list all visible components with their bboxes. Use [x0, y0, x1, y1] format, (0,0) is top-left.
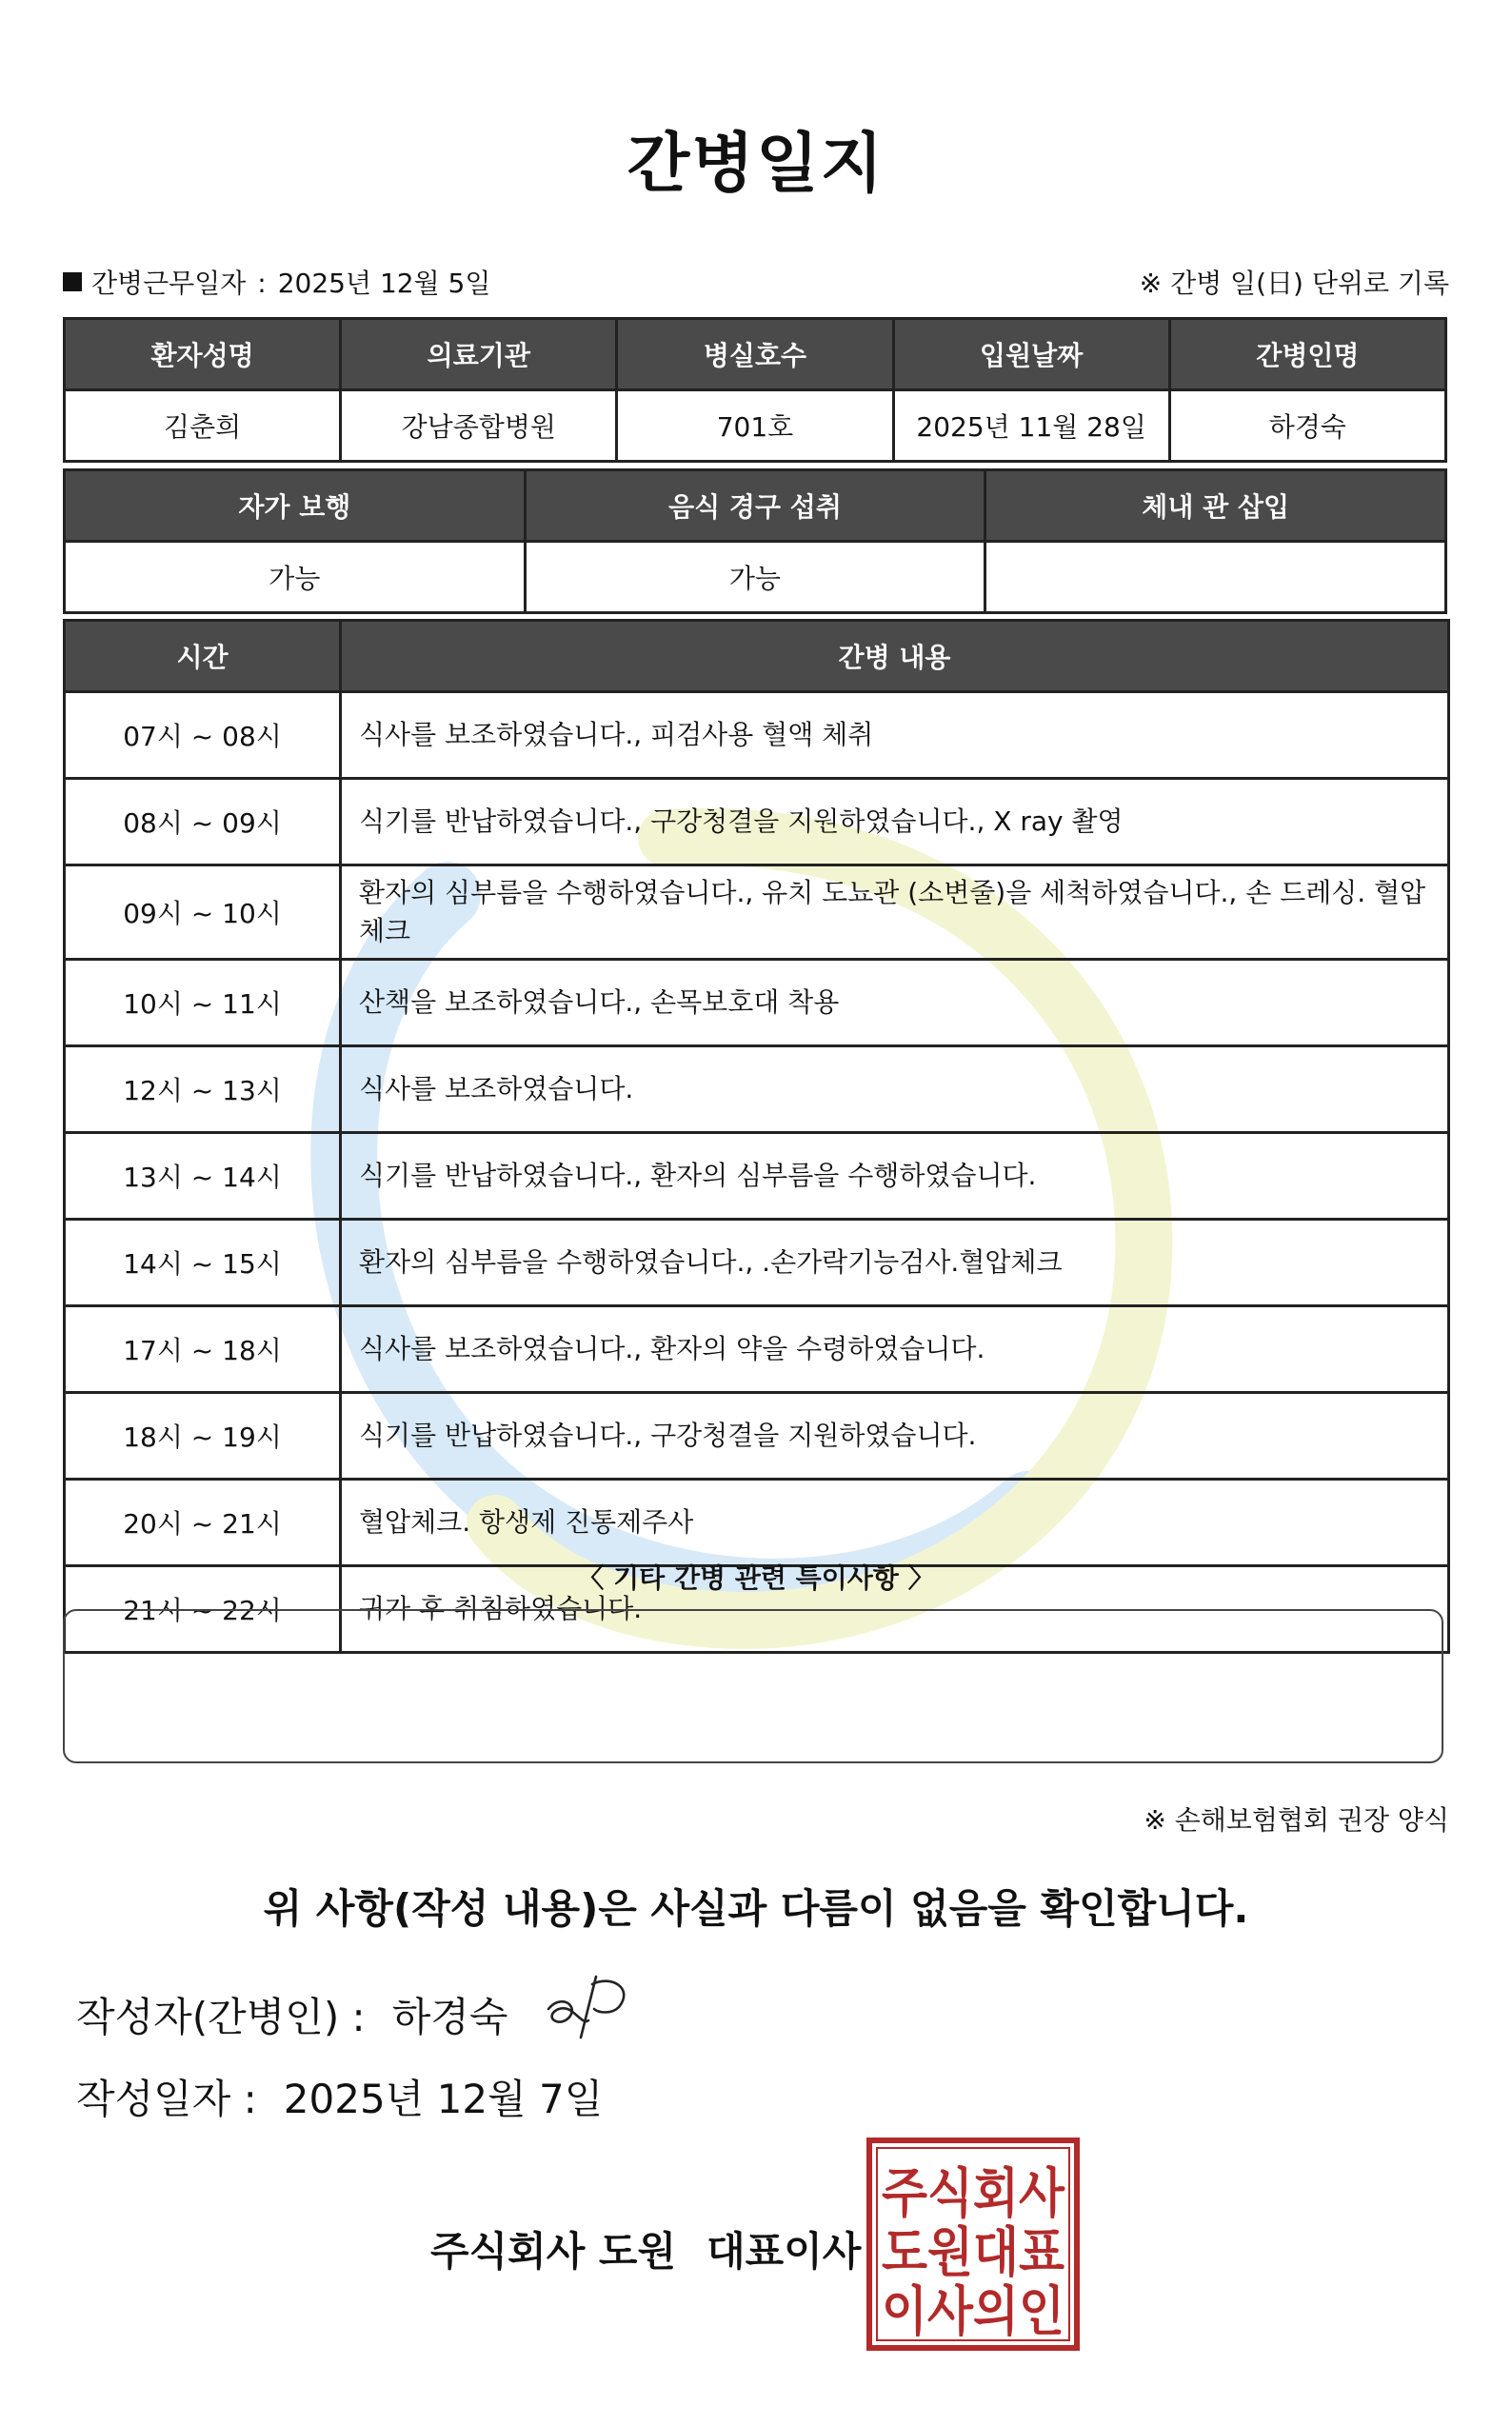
patient-status-value-row [65, 542, 1446, 613]
header-patient-name: 환자성명 [65, 319, 341, 390]
log-time: 20시 ~ 21시 [65, 1480, 341, 1566]
log-time: 14시 ~ 15시 [65, 1220, 341, 1306]
log-content: 식사를 보조하였습니다., 피검사용 혈액 체취 [341, 692, 1449, 779]
value-caregiver-name: 하경숙 [1169, 390, 1445, 462]
table-row [65, 1480, 1449, 1566]
patient-info-header-row [65, 319, 1446, 390]
svg-text:이사의인: 이사의인 [882, 2281, 1064, 2343]
svg-text:주식회사: 주식회사 [882, 2163, 1065, 2225]
log-time: 07시 ~ 08시 [65, 692, 341, 779]
care-log-table [63, 619, 1450, 1654]
log-time: 18시 ~ 19시 [65, 1393, 341, 1480]
header-admission-date: 입원날짜 [893, 319, 1169, 390]
log-time: 08시 ~ 09시 [65, 779, 341, 865]
value-self-walking: 가능 [65, 542, 526, 613]
log-time: 13시 ~ 14시 [65, 1133, 341, 1220]
patient-status-table [63, 468, 1447, 614]
log-content: 환자의 심부름을 수행하였습니다., 유치 도뇨관 (소변줄)을 세척하였습니다., 손 드레싱. 혈압체크 [341, 865, 1449, 960]
value-room-number: 701호 [617, 390, 893, 462]
svg-text:도원대표: 도원대표 [882, 2222, 1064, 2284]
work-date-label: 간병근무일자 [91, 268, 247, 299]
author-name: 하경숙 [391, 1994, 508, 2040]
log-time: 09시 ~ 10시 [65, 865, 341, 960]
header-caregiver-name: 간병인명 [1169, 319, 1445, 390]
log-content: 식사를 보조하였습니다. [341, 1046, 1449, 1133]
form-source-note: ※ 손해보험협회 권장 양식 [1144, 1804, 1449, 1836]
header-room-number: 병실호수 [617, 319, 893, 390]
log-time: 10시 ~ 11시 [65, 960, 341, 1046]
header-time: 시간 [65, 621, 341, 692]
log-content: 산책을 보조하였습니다., 손목보호대 착용 [341, 960, 1449, 1046]
log-content: 식기를 반납하였습니다., 구강청결을 지원하였습니다., X ray 촬영 [341, 779, 1449, 865]
record-unit-note: ※ 간병 일(日) 단위로 기록 [1139, 268, 1449, 299]
patient-info-table [63, 317, 1447, 463]
log-content: 식기를 반납하였습니다., 구강청결을 지원하였습니다. [341, 1393, 1449, 1480]
special-notes-box [63, 1609, 1443, 1763]
author-label: 작성자(간병인) : [76, 1994, 366, 2040]
special-notes-title: 〈 기타 간병 관련 특이사항 〉 [577, 1562, 935, 1594]
table-row [65, 692, 1449, 779]
work-date [63, 263, 490, 301]
written-date-line [76, 2068, 603, 2125]
patient-status-header-row [65, 470, 1446, 542]
document-title: 간병일지 [627, 127, 885, 202]
confirmation-statement: 위 사항(작성 내용)은 사실과 다름이 없음을 확인합니다. [263, 1885, 1249, 1932]
header-hospital: 의료기관 [341, 319, 617, 390]
table-row [65, 779, 1449, 865]
square-bullet-icon [63, 272, 82, 291]
patient-info-value-row [65, 390, 1446, 462]
work-date-value: 2025년 12월 5일 [277, 268, 491, 299]
table-row [65, 1393, 1449, 1480]
company-signature-line [430, 2220, 861, 2277]
header-self-walking: 자가 보행 [65, 470, 526, 542]
author-line [76, 1986, 507, 2043]
log-content: 식기를 반납하였습니다., 환자의 심부름을 수행하였습니다. [341, 1133, 1449, 1220]
company-seal-icon [866, 2138, 1080, 2351]
value-hospital: 강남종합병원 [341, 390, 617, 462]
table-row [65, 865, 1449, 960]
table-row [65, 1220, 1449, 1306]
header-oral-intake: 음식 경구 섭취 [525, 470, 985, 542]
work-date-separator: : [257, 268, 267, 299]
written-date-value: 2025년 12월 7일 [283, 2076, 604, 2122]
log-time: 17시 ~ 18시 [65, 1306, 341, 1393]
value-patient-name: 김춘희 [65, 390, 341, 462]
log-content: 환자의 심부름을 수행하였습니다., .손가락기능검사.혈압체크 [341, 1220, 1449, 1306]
table-row [65, 960, 1449, 1046]
value-admission-date: 2025년 11월 28일 [893, 390, 1169, 462]
header-tube-insertion: 체내 관 삽입 [985, 470, 1446, 542]
log-time: 21시 ~ 22시 [65, 1566, 341, 1653]
table-row [65, 1046, 1449, 1133]
company-name: 주식회사 도원 [430, 2228, 677, 2275]
header-care-content: 간병 내용 [341, 621, 1449, 692]
written-date-label: 작성일자 : [76, 2076, 257, 2122]
log-content: 혈압체크. 항생제 진통제주사 [341, 1480, 1449, 1566]
value-tube-insertion [985, 542, 1446, 613]
table-row [65, 1133, 1449, 1220]
log-content: 식사를 보조하였습니다., 환자의 약을 수령하였습니다. [341, 1306, 1449, 1393]
log-time: 12시 ~ 13시 [65, 1046, 341, 1133]
value-oral-intake: 가능 [525, 542, 985, 613]
care-log-header-row [65, 621, 1449, 692]
table-row [65, 1306, 1449, 1393]
log-content: 귀가 후 취침하였습니다. [341, 1566, 1449, 1653]
company-rep-title: 대표이사 [706, 2228, 862, 2275]
signature-icon [543, 1971, 638, 2043]
